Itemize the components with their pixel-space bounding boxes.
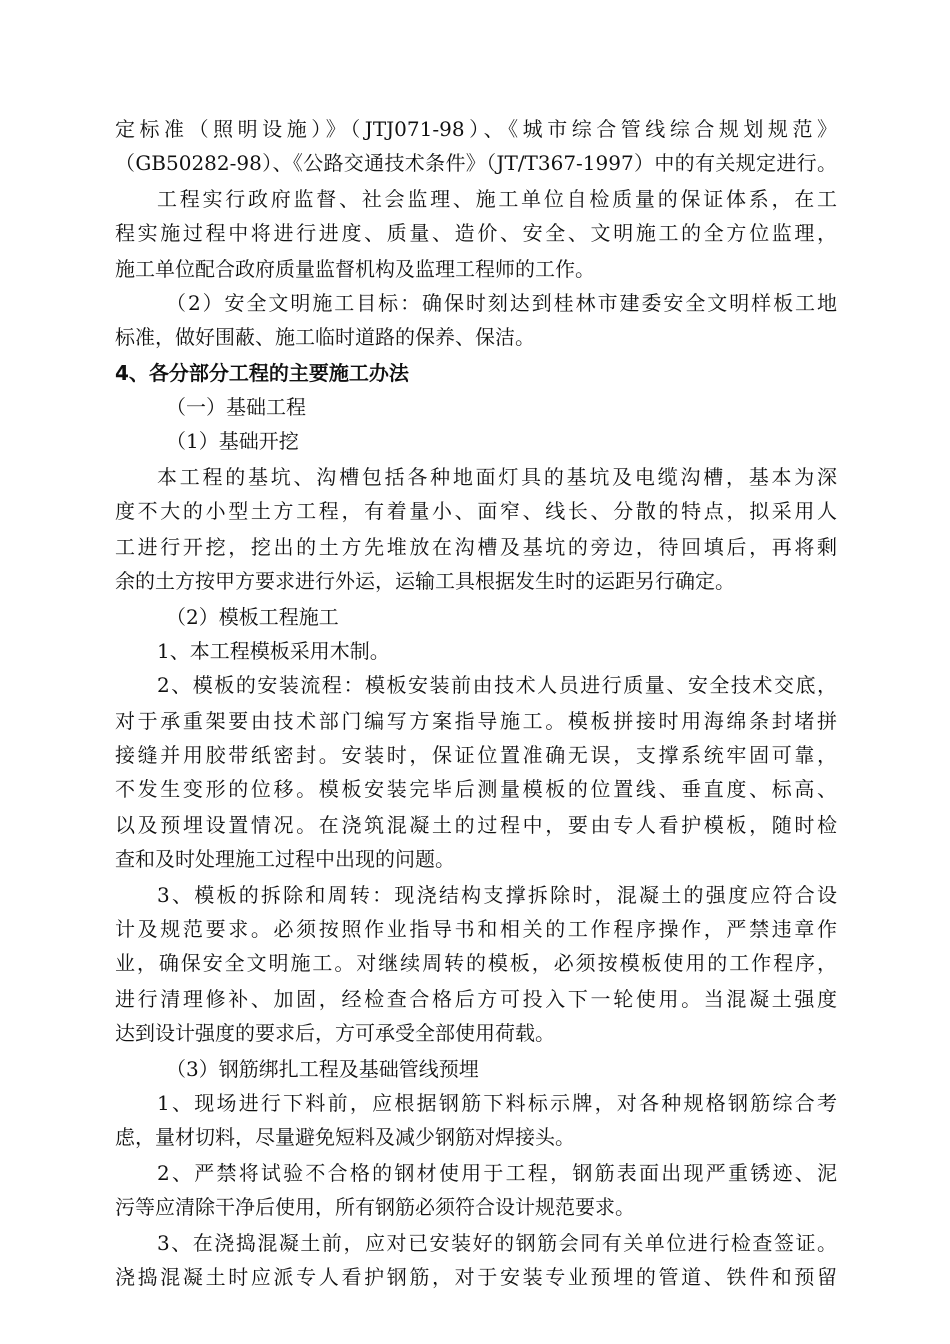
paragraph-line: 接缝并用胶带纸密封。安装时，保证位置准确无误，支撑系统牢固可靠， (115, 743, 837, 767)
paragraph-line: 程实施过程中将进行进度、质量、造价、安全、文明施工的全方位监理， (115, 221, 837, 245)
paragraph-line: 查和及时处理施工过程中出现的问题。 (115, 847, 455, 871)
paragraph-line: 1、现场进行下料前，应根据钢筋下料标示牌，对各种规格钢筋综合考 (157, 1091, 837, 1115)
paragraph-line: 2、严禁将试验不合格的钢材使用于工程，钢筋表面出现严重锈迹、泥 (157, 1161, 837, 1185)
paragraph-line: 定标准（照明设施）》（JTJ071-98）、《城市综合管线综合规划规范》 (115, 117, 837, 141)
paragraph-line: 不发生变形的位移。模板安装完毕后测量模板的位置线、垂直度、标高、 (115, 777, 837, 801)
paragraph-line: 以及预埋设置情况。在浇筑混凝土的过程中，要由专人看护模板，随时检 (115, 813, 837, 837)
paragraph-line: 1、本工程模板采用木制。 (157, 639, 390, 663)
paragraph-line: 度不大的小型土方工程，有着量小、面窄、线长、分散的特点，拟采用人 (115, 499, 837, 523)
paragraph-line: 工进行开挖，挖出的土方先堆放在沟槽及基坑的旁边，待回填后，再将剩 (115, 535, 837, 559)
paragraph-line: 标准，做好围蔽、施工临时道路的保养、保洁。 (115, 325, 535, 349)
paragraph-line: 本工程的基坑、沟槽包括各种地面灯具的基坑及电缆沟槽，基本为深 (157, 465, 837, 489)
subsection-heading: （1）基础开挖 (166, 429, 299, 453)
paragraph-line: 3、模板的拆除和周转：现浇结构支撑拆除时，混凝土的强度应符合设 (157, 883, 837, 907)
paragraph-line: （GB50282-98）、《公路交通技术条件》（JT/T367-1997）中的有关规定进行。 (115, 151, 837, 175)
paragraph-line: 业，确保安全文明施工。对继续周转的模板，必须按模板使用的工作程序， (115, 951, 837, 975)
paragraph-line: （2）安全文明施工目标：确保时刻达到桂林市建委安全文明样板工地 (166, 291, 837, 315)
paragraph-line: 虑，量材切料，尽量避免短料及减少钢筋对焊接头。 (115, 1125, 575, 1149)
paragraph-line: 2、模板的安装流程：模板安装前由技术人员进行质量、安全技术交底， (157, 673, 837, 697)
subsection-heading: （2）模板工程施工 (166, 605, 339, 629)
paragraph-line: 浇捣混凝土时应派专人看护钢筋，对于安装专业预埋的管道、铁件和预留 (115, 1265, 837, 1289)
paragraph-line: 计及规范要求。必须按照作业指导书和相关的工作程序操作，严禁违章作 (115, 917, 837, 941)
paragraph-line: 余的土方按甲方要求进行外运，运输工具根据发生时的运距另行确定。 (115, 569, 735, 593)
paragraph-line: 工程实行政府监督、社会监理、施工单位自检质量的保证体系，在工 (157, 187, 837, 211)
paragraph-line: 进行清理修补、加固，经检查合格后方可投入下一轮使用。当混凝土强度 (115, 987, 837, 1011)
section-heading: 4、各分部分工程的主要施工办法 (115, 361, 409, 385)
paragraph-line: 污等应清除干净后使用，所有钢筋必须符合设计规范要求。 (115, 1195, 635, 1219)
subsection-heading: （一）基础工程 (166, 395, 306, 419)
paragraph-line: 3、在浇捣混凝土前，应对已安装好的钢筋会同有关单位进行检查签证。 (157, 1231, 837, 1255)
paragraph-line: 施工单位配合政府质量监督机构及监理工程师的工作。 (115, 257, 595, 281)
paragraph-line: 对于承重架要由技术部门编写方案指导施工。模板拼接时用海绵条封堵拼 (115, 709, 837, 733)
paragraph-line: 达到设计强度的要求后，方可承受全部使用荷载。 (115, 1021, 555, 1045)
subsection-heading: （3）钢筋绑扎工程及基础管线预埋 (166, 1057, 479, 1081)
